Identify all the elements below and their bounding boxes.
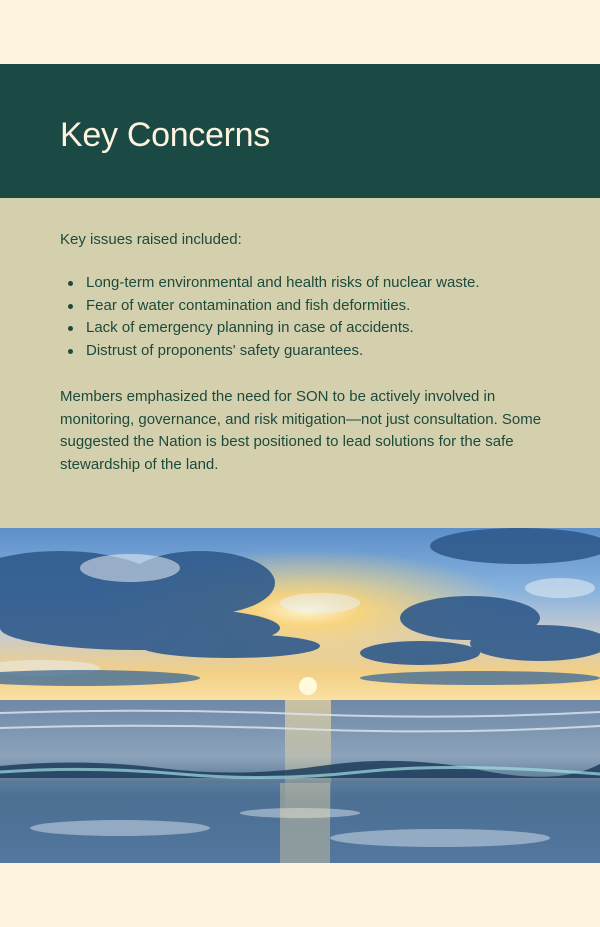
sunset-ocean-photo [0,528,600,863]
list-item [60,295,540,318]
issues-list [60,272,540,363]
bullet-icon [68,326,73,331]
sunset-ocean-image [0,528,600,863]
header-band [0,64,600,198]
list-item-text: Lack of emergency planning in case of accidents. [86,319,414,337]
intro-text: Key issues raised included: [60,231,242,248]
summary-paragraph: Members emphasized the need for SON to be actively involved in monitoring, governance, and risk mitigation—not just consultation. Some suggested the Nation is best positioned to lead solutions for the safe stewardship of the land. [60,388,542,474]
list-item-text: Fear of water contamination and fish deformities. [86,296,411,314]
page-title: Key Concerns [60,116,270,154]
list-item-text: Distrust of proponents' safety guarantees. [86,342,364,360]
bullet-icon [68,349,73,354]
list-item-text: Long-term environmental and health risks of nuclear waste. [86,274,480,291]
content-section [0,198,600,528]
list-item [60,317,540,340]
bullet-icon [68,304,73,309]
bullet-icon [68,281,73,286]
list-item [60,340,540,363]
list-item [60,272,540,295]
